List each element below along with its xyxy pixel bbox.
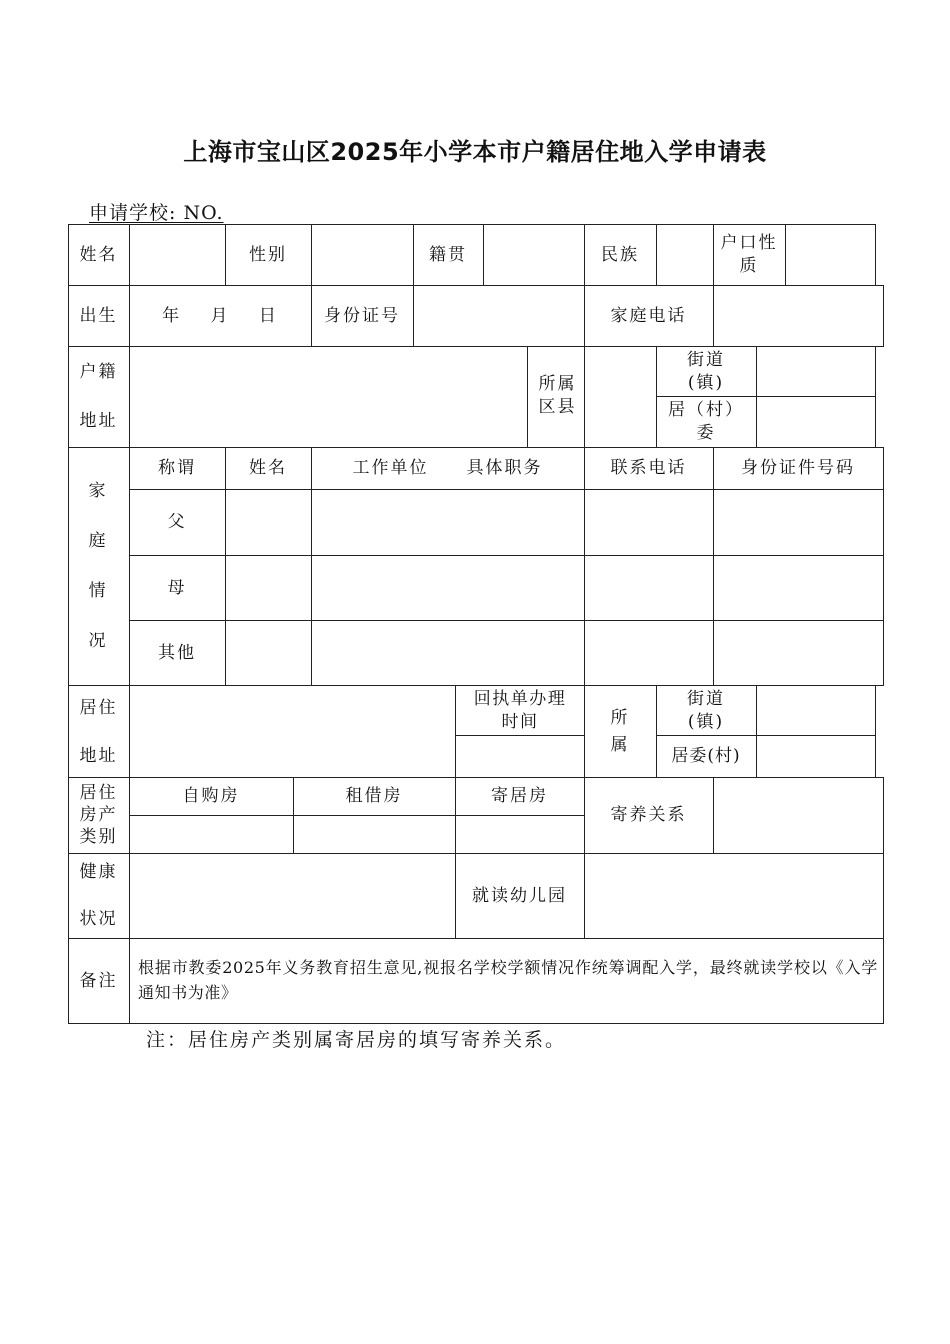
native-place-label: 籍贯 — [429, 244, 467, 265]
hukou-district-label: 所属区县 — [538, 374, 577, 417]
family-row-mother: 母 — [167, 577, 187, 598]
family-header-id: 身份证件号码 — [741, 458, 855, 479]
residence-street-field[interactable] — [757, 686, 875, 735]
home-phone-field[interactable] — [714, 286, 883, 346]
home-phone-label: 家庭电话 — [610, 305, 687, 326]
receipt-time-field[interactable] — [456, 736, 584, 777]
hukou-committee-field[interactable] — [757, 397, 875, 447]
health-field[interactable] — [130, 854, 455, 938]
family-header-title: 称谓 — [158, 458, 196, 479]
residence-committee-label: 居委(村) — [671, 746, 741, 767]
hukou-address-field[interactable] — [130, 347, 527, 447]
family-row-father: 父 — [167, 512, 187, 533]
residence-committee-field[interactable] — [757, 736, 875, 777]
ethnicity-label: 民族 — [601, 244, 639, 265]
other-id-field[interactable] — [714, 621, 883, 685]
hukou-committee-label: 居（村）委 — [668, 400, 744, 443]
ethnicity-field[interactable] — [657, 225, 713, 285]
birth-label: 出生 — [79, 305, 118, 326]
family-header-name: 姓名 — [249, 458, 287, 479]
id-number-label: 身份证号 — [324, 305, 400, 326]
applying-school-line: 申请学校: NO. — [89, 202, 224, 224]
residence-belongs-label: 所属 — [610, 707, 630, 755]
rented-check-field[interactable] — [294, 816, 455, 853]
family-section-label: 家庭情况 — [88, 480, 108, 652]
remarks-text: 根据市教委2025年义务教育招生意见,视报名学校学额情况作统筹调配入学，最终就读学校以《入学通知书为准》 — [138, 958, 878, 1002]
family-header-phone: 联系电话 — [610, 458, 687, 479]
hukou-street-label: 街道(镇) — [687, 349, 725, 393]
hukou-type-label: 户口性质 — [720, 233, 778, 276]
other-phone-field[interactable] — [585, 621, 713, 685]
gender-field[interactable] — [312, 225, 413, 285]
father-phone-field[interactable] — [585, 490, 713, 555]
mother-work-field[interactable] — [312, 556, 584, 620]
father-work-field[interactable] — [312, 490, 584, 555]
property-option-purchased: 自购房 — [182, 786, 240, 807]
birth-date-field[interactable]: 年 月 日 — [162, 305, 279, 326]
name-label: 姓名 — [79, 244, 118, 265]
native-place-field[interactable] — [484, 225, 584, 285]
mother-id-field[interactable] — [714, 556, 883, 620]
residence-street-label: 街道(镇) — [687, 688, 725, 732]
family-row-other: 其他 — [158, 642, 196, 663]
father-name-field[interactable] — [226, 490, 311, 555]
receipt-time-label: 回执单办理时间 — [473, 689, 567, 732]
foster-relation-label: 寄养关系 — [610, 805, 687, 826]
property-option-lodging: 寄居房 — [491, 786, 548, 807]
hukou-address-label: 户籍地址 — [79, 361, 118, 431]
kindergarten-label: 就读幼儿园 — [472, 885, 567, 906]
mother-name-field[interactable] — [226, 556, 311, 620]
id-number-field[interactable] — [414, 286, 584, 346]
health-label: 健康状况 — [79, 862, 118, 929]
father-id-field[interactable] — [714, 490, 883, 555]
property-type-label: 居住房产类别 — [79, 782, 118, 848]
gender-label: 性别 — [249, 244, 287, 265]
other-work-field[interactable] — [312, 621, 584, 685]
hukou-district-field[interactable] — [585, 347, 656, 447]
family-header-work: 工作单位 具体职务 — [352, 458, 543, 479]
hukou-type-field[interactable] — [786, 225, 875, 285]
lodging-check-field[interactable] — [456, 816, 584, 853]
form-title: 上海市宝山区2025年小学本市户籍居住地入学申请表 — [183, 138, 767, 166]
footnote: 注：居住房产类别属寄居房的填写寄养关系。 — [146, 1029, 567, 1051]
remarks-label: 备注 — [79, 970, 118, 991]
mother-phone-field[interactable] — [585, 556, 713, 620]
purchased-check-field[interactable] — [130, 816, 293, 853]
residence-address-field[interactable] — [130, 686, 455, 777]
name-field[interactable] — [130, 225, 225, 285]
residence-address-label: 居住地址 — [79, 697, 118, 766]
other-name-field[interactable] — [226, 621, 311, 685]
property-option-rented: 租借房 — [345, 786, 403, 807]
hukou-street-field[interactable] — [757, 347, 875, 396]
foster-relation-field[interactable] — [714, 778, 883, 853]
kindergarten-field[interactable] — [585, 854, 883, 938]
